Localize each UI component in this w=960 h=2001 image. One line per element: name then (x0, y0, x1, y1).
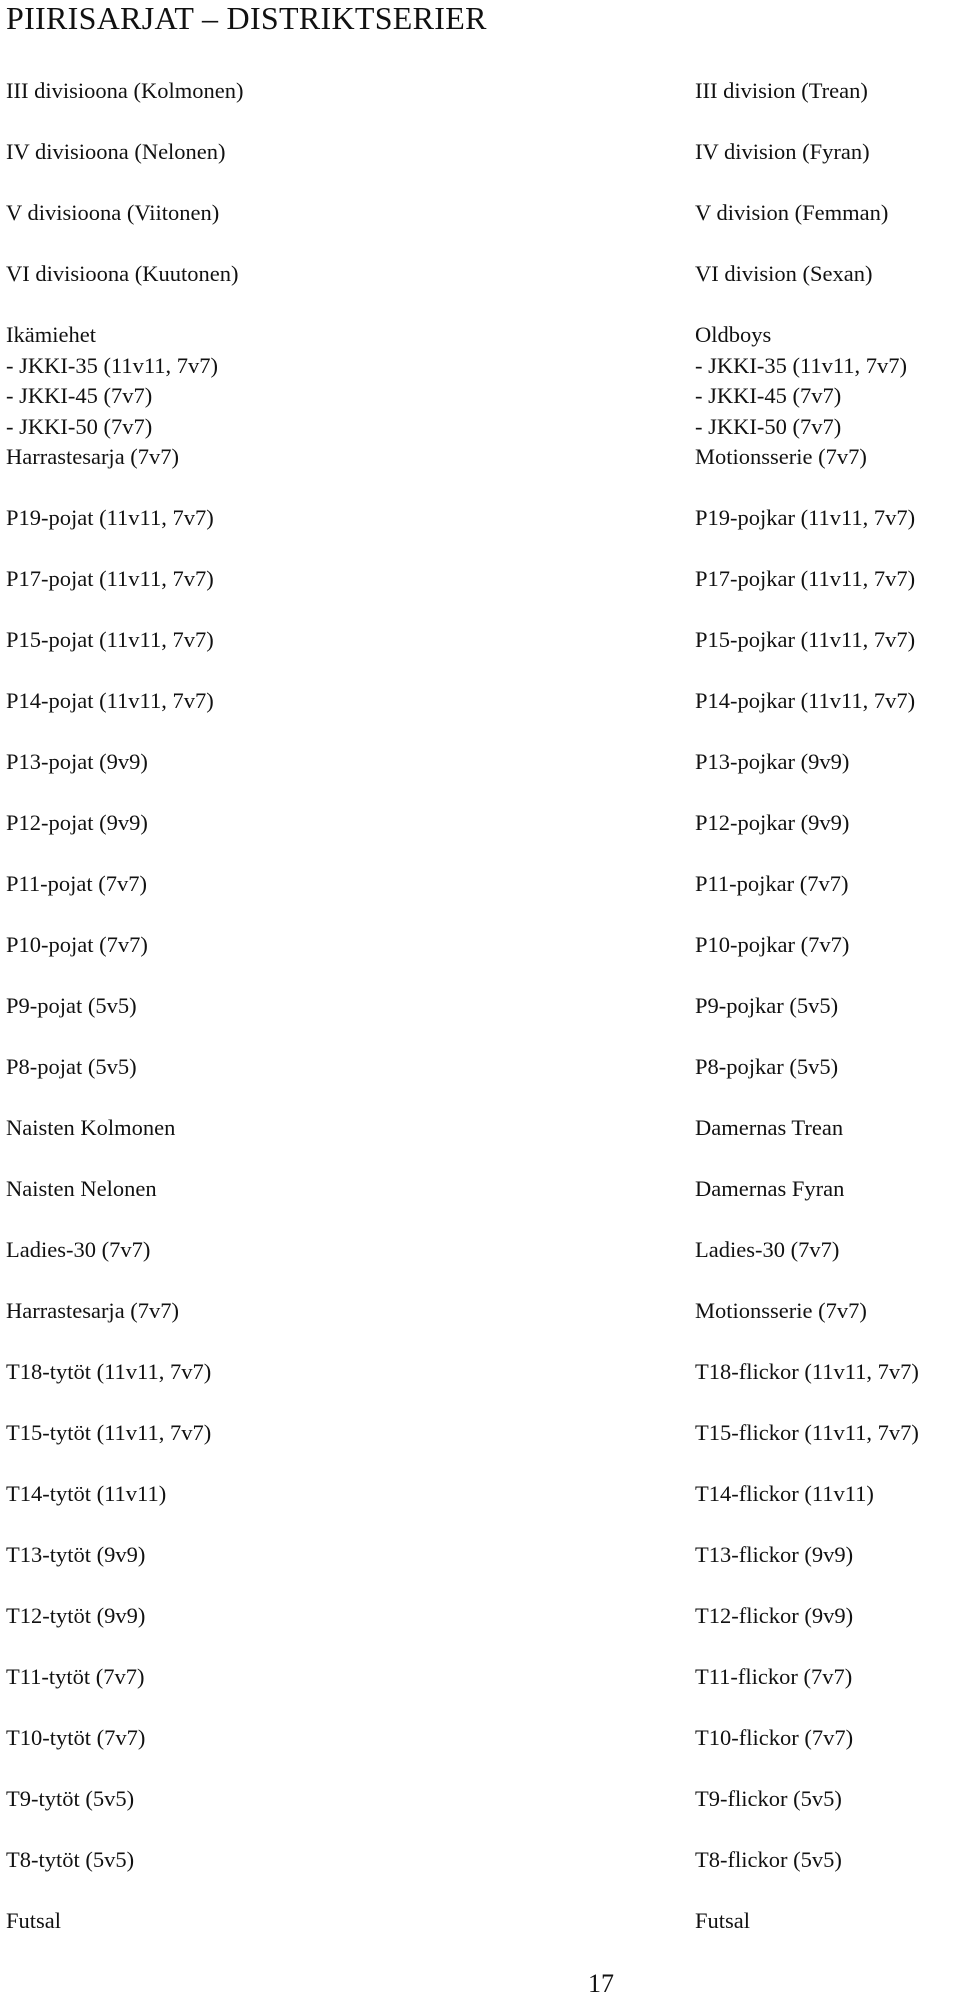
series-entry: III division (Trean) (695, 78, 868, 103)
series-block (6, 259, 243, 290)
series-entry: - JKKI-50 (7v7) (695, 413, 842, 439)
series-block (6, 564, 243, 595)
series-block (6, 686, 243, 717)
series-block (6, 930, 243, 961)
series-entry: V division (Femman) (695, 200, 889, 225)
series-block (695, 1357, 919, 1388)
series-block (695, 1235, 919, 1266)
series-entry: P14-pojkar (11v11, 7v7) (695, 688, 916, 713)
series-entry: IV division (Fyran) (695, 139, 870, 164)
series-entry: T18-flickor (11v11, 7v7) (695, 1359, 919, 1384)
series-entry: Futsal (6, 1908, 62, 1933)
series-entry: - JKKI-45 (7v7) (695, 383, 842, 408)
series-block (6, 1906, 243, 1937)
series-entry: T13-flickor (9v9) (695, 1542, 854, 1567)
series-entry: T15-tytöt (11v11, 7v7) (6, 1420, 212, 1445)
series-block (6, 1662, 243, 1693)
series-block (6, 991, 243, 1022)
series-entry: P17-pojkar (11v11, 7v7) (695, 566, 916, 591)
series-block (6, 869, 243, 900)
series-entry: P11-pojkar (7v7) (695, 871, 849, 896)
series-block (6, 625, 243, 656)
series-entry: P10-pojkar (7v7) (695, 932, 850, 957)
series-entry: T12-tytöt (9v9) (6, 1603, 146, 1628)
series-block (6, 1601, 243, 1632)
series-block (6, 1235, 243, 1266)
series-block (695, 1296, 919, 1327)
series-block (695, 1174, 919, 1205)
series-entry: P9-pojkar (5v5) (695, 993, 839, 1018)
series-block (6, 320, 243, 473)
series-entry: T8-flickor (5v5) (695, 1847, 842, 1872)
series-entry: - JKKI-35 (11v11, 7v7) (695, 352, 908, 378)
series-entry: P8-pojkar (5v5) (695, 1054, 839, 1079)
series-entry: Naisten Nelonen (6, 1176, 157, 1201)
series-block (695, 747, 919, 778)
series-block (695, 1601, 919, 1632)
series-entry: T11-tytöt (7v7) (6, 1664, 145, 1689)
series-block (6, 1357, 243, 1388)
series-entry: - JKKI-45 (7v7) (6, 383, 153, 408)
series-entry: Ikämiehet (6, 322, 96, 347)
series-block (695, 137, 919, 168)
series-entry: - JKKI-35 (11v11, 7v7) (6, 352, 219, 378)
series-entry: Oldboys (695, 322, 772, 347)
series-block (6, 1052, 243, 1083)
series-block (6, 1418, 243, 1449)
series-block (6, 137, 243, 168)
series-block (6, 1540, 243, 1571)
series-block (6, 1845, 243, 1876)
series-entry: P15-pojkar (11v11, 7v7) (695, 627, 916, 652)
series-entry: P12-pojkar (9v9) (695, 810, 850, 835)
series-block (6, 503, 243, 534)
page-number: 17 (588, 1969, 614, 1998)
series-entry: Harrastesarja (7v7) (6, 1298, 180, 1323)
series-entry: Damernas Fyran (695, 1176, 845, 1201)
series-block (695, 930, 919, 961)
series-block (6, 1174, 243, 1205)
series-entry: P12-pojat (9v9) (6, 810, 148, 835)
series-entry: P10-pojat (7v7) (6, 932, 148, 957)
series-entry: T8-tytöt (5v5) (6, 1847, 135, 1872)
series-entry: T13-tytöt (9v9) (6, 1542, 146, 1567)
series-block (695, 1906, 919, 1937)
series-entry: P8-pojat (5v5) (6, 1054, 137, 1079)
series-entry: P14-pojat (11v11, 7v7) (6, 688, 214, 713)
series-block (695, 198, 919, 229)
series-block (6, 1784, 243, 1815)
page-title: PIIRISARJAT – DISTRIKTSERIER (6, 0, 487, 36)
series-block (695, 869, 919, 900)
series-entry: Ladies-30 (7v7) (6, 1237, 151, 1262)
series-block (6, 1113, 243, 1144)
series-entry: T11-flickor (7v7) (695, 1664, 853, 1689)
series-block (695, 1662, 919, 1693)
series-block (695, 564, 919, 595)
series-entry: P9-pojat (5v5) (6, 993, 137, 1018)
series-entry: T18-tytöt (11v11, 7v7) (6, 1359, 212, 1384)
series-entry: T9-tytöt (5v5) (6, 1786, 135, 1811)
series-block (695, 1723, 919, 1754)
series-entry: T14-tytöt (11v11) (6, 1481, 167, 1506)
series-block (695, 76, 919, 107)
series-entry: T15-flickor (11v11, 7v7) (695, 1420, 919, 1445)
series-entry: P19-pojkar (11v11, 7v7) (695, 505, 916, 530)
series-block (695, 1784, 919, 1815)
series-entry: IV divisioona (Nelonen) (6, 139, 226, 164)
finnish-series-column (6, 76, 243, 1967)
series-block (695, 1479, 919, 1510)
series-block (695, 1113, 919, 1144)
series-block (6, 808, 243, 839)
series-entry: Naisten Kolmonen (6, 1115, 176, 1140)
series-entry: Damernas Trean (695, 1115, 844, 1140)
series-entry: P13-pojkar (9v9) (695, 749, 850, 774)
series-entry: P11-pojat (7v7) (6, 871, 148, 896)
series-entry: Motionsserie (7v7) (695, 444, 867, 469)
series-block (6, 76, 243, 107)
series-block (695, 320, 919, 473)
series-block (695, 503, 919, 534)
series-entry: Harrastesarja (7v7) (6, 444, 180, 469)
series-block (6, 1479, 243, 1510)
series-entry: - JKKI-50 (7v7) (6, 413, 153, 439)
series-block (695, 808, 919, 839)
series-block (695, 1540, 919, 1571)
series-block (695, 1052, 919, 1083)
series-block (695, 259, 919, 290)
series-entry: Ladies-30 (7v7) (695, 1237, 840, 1262)
series-block (695, 1418, 919, 1449)
series-block (695, 991, 919, 1022)
series-entry: P13-pojat (9v9) (6, 749, 148, 774)
series-entry: Futsal (695, 1908, 751, 1933)
series-entry: VI division (Sexan) (695, 261, 873, 286)
series-block (6, 1296, 243, 1327)
series-entry: VI divisioona (Kuutonen) (6, 261, 239, 286)
swedish-series-column (695, 76, 919, 1967)
series-entry: T12-flickor (9v9) (695, 1603, 854, 1628)
series-block (6, 747, 243, 778)
series-entry: T9-flickor (5v5) (695, 1786, 842, 1811)
series-entry: T10-flickor (7v7) (695, 1725, 854, 1750)
series-block (6, 198, 243, 229)
series-block (695, 1845, 919, 1876)
series-block (695, 625, 919, 656)
series-entry: III divisioona (Kolmonen) (6, 78, 244, 103)
series-entry: V divisioona (Viitonen) (6, 200, 220, 225)
series-entry: P17-pojat (11v11, 7v7) (6, 566, 214, 591)
series-entry: Motionsserie (7v7) (695, 1298, 867, 1323)
series-entry: P19-pojat (11v11, 7v7) (6, 505, 214, 530)
series-block (6, 1723, 243, 1754)
series-entry: T10-tytöt (7v7) (6, 1725, 146, 1750)
series-entry: T14-flickor (11v11) (695, 1481, 874, 1506)
series-entry: P15-pojat (11v11, 7v7) (6, 627, 214, 652)
series-block (695, 686, 919, 717)
